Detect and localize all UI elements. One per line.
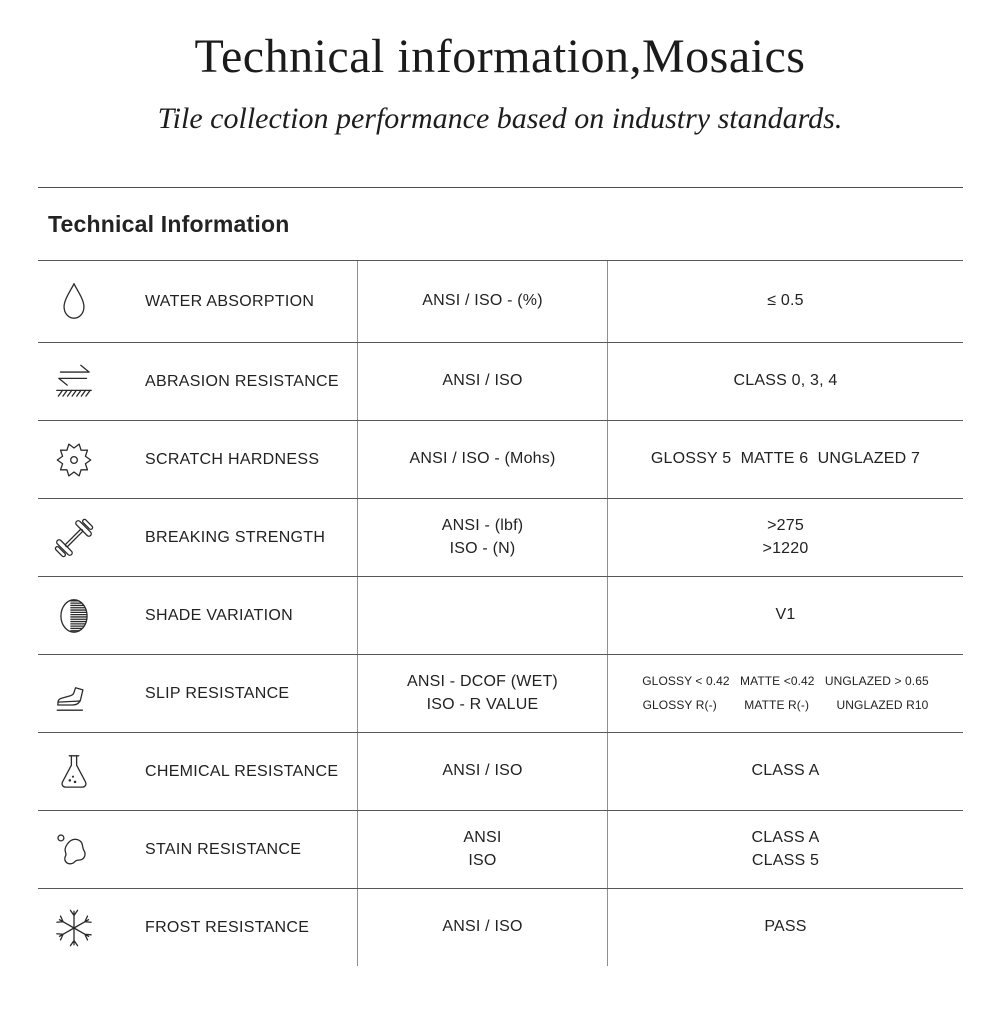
row-standard-line: ANSI - DCOF (WET): [407, 673, 558, 691]
gear-icon: [38, 421, 110, 498]
water-drop-icon: [38, 261, 110, 342]
row-value-line: CLASS 5: [751, 851, 820, 869]
shade-circle-icon: [38, 577, 110, 654]
row-value: V1: [775, 606, 796, 624]
section-heading: Technical Information: [48, 210, 290, 237]
row-standard: ANSI / ISO: [442, 762, 523, 780]
abrasion-arrows-icon: [38, 343, 110, 420]
row-value-line: GLOSSY R(-) MATTE R(-) UNGLAZED R10: [642, 697, 929, 712]
stain-blob-icon: [38, 811, 110, 888]
table-row-slip-resistance: [38, 654, 963, 732]
row-standard-line: ANSI - (lbf): [441, 517, 524, 535]
row-standard-line: ANSI: [463, 829, 502, 847]
table-row-abrasion-resistance: [38, 342, 963, 420]
page-title: Technical information,Mosaics: [194, 30, 806, 83]
spec-sheet: [38, 187, 963, 966]
table-row-chemical-resistance: [38, 732, 963, 810]
page-subtitle: Tile collection performance based on industry standards.: [157, 101, 843, 135]
row-standard-line: ISO: [468, 851, 497, 869]
row-label: SLIP RESISTANCE: [145, 684, 290, 702]
table-row-scratch-hardness: [38, 420, 963, 498]
row-value-line: CLASS A: [751, 829, 820, 847]
row-value: GLOSSY 5 MATTE 6 UNGLAZED 7: [650, 450, 921, 468]
snowflake-icon: [38, 889, 110, 966]
row-label: SCRATCH HARDNESS: [145, 450, 320, 468]
row-label: BREAKING STRENGTH: [145, 528, 326, 546]
row-label: ABRASION RESISTANCE: [145, 372, 339, 390]
row-value-line: >275: [767, 517, 804, 535]
row-standard-line: ISO - (N): [449, 539, 516, 557]
row-value: PASS: [764, 918, 807, 936]
row-label: CHEMICAL RESISTANCE: [145, 762, 339, 780]
row-standard-line: ISO - R VALUE: [426, 695, 539, 713]
row-standard: ANSI / ISO - (%): [422, 292, 543, 310]
shoe-icon: [38, 655, 110, 732]
row-value: CLASS A: [751, 762, 820, 780]
row-value: ≤ 0.5: [767, 292, 804, 310]
table-row-stain-resistance: [38, 810, 963, 888]
row-label: STAIN RESISTANCE: [145, 840, 302, 858]
row-value: CLASS 0, 3, 4: [733, 372, 838, 390]
row-standard: ANSI / ISO: [442, 918, 523, 936]
table-row-water-absorption: [38, 260, 963, 342]
row-value-line: GLOSSY < 0.42 MATTE <0.42 UNGLAZED > 0.65: [642, 674, 929, 689]
row-label: SHADE VARIATION: [145, 606, 293, 624]
row-label: FROST RESISTANCE: [145, 918, 310, 936]
technical-information-table: [38, 260, 963, 966]
table-row-shade-variation: [38, 576, 963, 654]
row-label: WATER ABSORPTION: [145, 292, 315, 310]
row-value-line: >1220: [762, 539, 809, 557]
table-row-breaking-strength: [38, 498, 963, 576]
dumbbell-icon: [38, 499, 110, 576]
row-standard: ANSI / ISO - (Mohs): [409, 450, 556, 468]
flask-icon: [38, 733, 110, 810]
row-standard: ANSI / ISO: [442, 372, 523, 390]
table-row-frost-resistance: [38, 888, 963, 966]
